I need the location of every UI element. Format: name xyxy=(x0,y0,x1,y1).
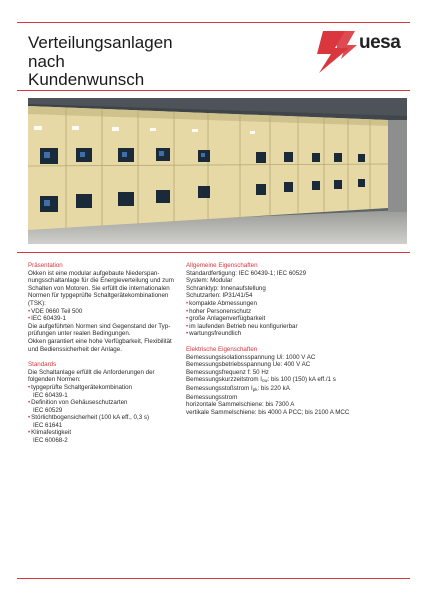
title-line-2: nach xyxy=(28,51,65,71)
text-line: und Bedienssicherheit der Anlage. xyxy=(28,345,122,353)
property-line: Schutzarten: IP31/41/54 xyxy=(186,292,253,300)
text-line: Schalten von Motoren. Sie erfüllt die internationalen xyxy=(28,284,170,292)
subscript: pk xyxy=(252,386,258,392)
property-line: Standardfertigung: IEC 60439-1; IEC 60529 xyxy=(186,269,307,277)
standard-item: • typgeprüfte Schaltgerätekombination xyxy=(28,384,200,392)
property-line: Bemessungsbetriebsspannung Ue: 400 V AC xyxy=(186,361,311,369)
header-rule xyxy=(17,90,410,91)
title-line-3: Kundenwunsch xyxy=(28,70,145,89)
property-line: System: Modular xyxy=(186,277,233,285)
standard-norm: IEC 60529 xyxy=(33,406,63,414)
text-line: prüfungen unter realen Bedingungen. xyxy=(28,330,131,338)
bullet-item: • wartungsfreundlich xyxy=(186,330,396,338)
standard-item: • Störlichtbogensicherheit (100 kA eff., 0,3 s) xyxy=(28,414,200,422)
bullet-item: • VDE 0660 Teil 500 xyxy=(28,308,200,316)
section-heading-standards: Standards xyxy=(28,361,57,369)
switchgear-photo xyxy=(28,98,407,244)
bullet-item: • hoher Personenschutz xyxy=(186,308,396,316)
text-line: Okken ist eine modular aufgebaute Niederspan- xyxy=(28,269,160,277)
section-heading-elektrisch: Elektrische Eigenschaften xyxy=(186,345,258,353)
standard-item: • Definition von Gehäuseschutzarten xyxy=(28,399,200,407)
property-line: Schranktyp: Innenaufstellung xyxy=(186,284,266,292)
standard-norm: IEC 60439-1 xyxy=(33,391,68,399)
text-line: Die aufgeführten Normen sind Gegenstand der Typ- xyxy=(28,322,171,330)
text-part: : bis 220 kA xyxy=(257,384,290,392)
text-line: nungsschaltanlage für die Energieverteilung und zum xyxy=(28,277,174,285)
bullet-item: • kompakte Abmessungen xyxy=(186,300,396,308)
property-line: Bemessungsisolationsspannung Ui: 1000 V AC xyxy=(186,353,316,361)
bullet-item: • im laufenden Betrieb neu konfigurierbar xyxy=(186,323,396,331)
text-line: Normen für typgeprüfte Schaltgerätekombinationen xyxy=(28,292,169,300)
bullet-item: • IEC 60439-1 xyxy=(28,315,200,323)
right-column xyxy=(186,262,396,416)
property-line-kurzzeitstrom xyxy=(186,376,396,385)
text-line: (TSK): xyxy=(28,299,46,307)
logo-text: uesa xyxy=(359,32,401,53)
property-line: horizontale Sammelschiene: bis 7300 A xyxy=(186,401,295,409)
text-part: : bis 100 (150) kA eff./1 s xyxy=(267,376,336,384)
photo-rule xyxy=(17,252,410,253)
left-column xyxy=(28,262,200,445)
bullet-item: • große Anlagenverfügbarkeit xyxy=(186,315,396,323)
standard-item: • Klimafestigkeit xyxy=(28,429,200,437)
standard-norm: IEC 61641 xyxy=(33,421,63,429)
property-line: vertikale Sammelschiene: bis 4000 A PCC; bis 2100 A MCC xyxy=(186,408,350,416)
property-line-stossstrom xyxy=(186,385,396,394)
text-line: folgenden Normen: xyxy=(28,376,81,384)
property-line: Bemessungsfrequenz f: 50 Hz xyxy=(186,368,269,376)
top-rule xyxy=(17,22,410,23)
text-part: Bemessungsstoßstrom I xyxy=(186,384,253,392)
title-line-1: Verteilungsanlagen xyxy=(28,33,173,52)
subscript: cw xyxy=(262,378,268,384)
text-line: Die Schaltanlage erfüllt die Anforderungen der xyxy=(28,368,155,376)
page-title xyxy=(28,34,173,90)
property-line: Bemessungsstrom xyxy=(186,393,238,401)
section-heading-praesentation: Präsentation xyxy=(28,262,63,269)
standard-norm: IEC 60068-2 xyxy=(33,437,68,445)
footer-rule xyxy=(17,578,410,579)
section-heading-allgemein: Allgemeine Eigenschaften xyxy=(186,262,258,269)
text-line: Okken garantiert eine hohe Verfügbarkeit, Flexibilität xyxy=(28,337,172,345)
text-part: Bemessungskurzzeitstrom I xyxy=(186,376,262,384)
